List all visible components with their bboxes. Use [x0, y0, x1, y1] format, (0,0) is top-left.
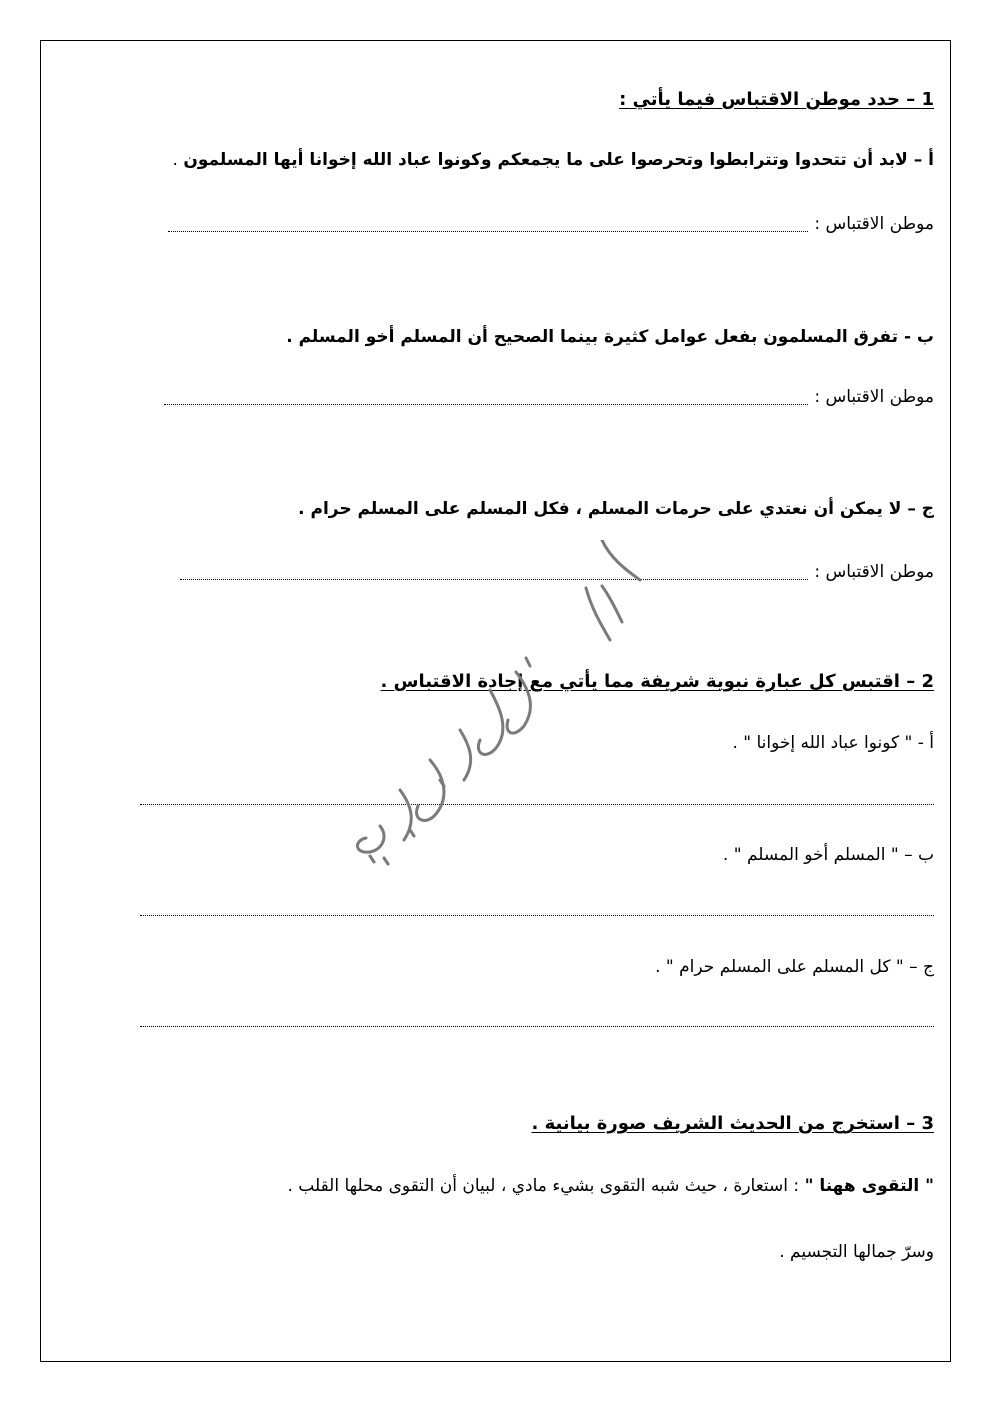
answer-label: موطن الاقتباس : [814, 214, 934, 234]
section1-answer-a [168, 212, 934, 236]
section2-item-b: ب – " المسلم أخو المسلم " . [722, 845, 934, 865]
section3-answer-line2: وسرّ جمالها التجسيم . [779, 1242, 934, 1262]
section3-answer-bold: " التقوى ههنا " [804, 1176, 934, 1196]
answer-dotted-line[interactable] [140, 1026, 934, 1027]
section2-item-c: ج – " كل المسلم على المسلم حرام " . [655, 957, 934, 977]
section1-answer-b [164, 385, 934, 409]
section1-item-c: ج – لا يمكن أن نعتدي على حرمات المسلم ، فكل المسلم على المسلم حرام . [298, 499, 934, 519]
answer-label: موطن الاقتباس : [814, 387, 934, 407]
section2-title: 2 – اقتبس كل عبارة نبوية شريفة مما يأتي مع إجادة الاقتباس . [380, 671, 934, 692]
answer-label: موطن الاقتباس : [814, 562, 934, 582]
section1-title: 1 – حدد موطن الاقتباس فيما يأتي : [619, 89, 934, 110]
answer-dotted-line[interactable] [140, 915, 934, 916]
answer-dotted-line[interactable] [164, 390, 808, 405]
section3-title: 3 – استخرج من الحديث الشريف صورة بيانية . [531, 1113, 934, 1134]
section1-item-a [173, 148, 934, 172]
section3-answer-line1 [287, 1174, 934, 1198]
answer-dotted-line[interactable] [168, 217, 808, 232]
section1-item-a-end: . [172, 150, 184, 170]
section1-item-b: ب - تفرق المسلمون بفعل عوامل كثيرة بينما الصحيح أن المسلم أخو المسلم . [286, 327, 934, 347]
handwritten-watermark [340, 540, 670, 870]
section1-item-a-text: أ – لابد أن تتحدوا وتترابطوا وتحرصوا على ما يجمعكم وكونوا عباد الله إخوانا أيها المسلمون [183, 150, 934, 170]
section2-item-a: أ - " كونوا عباد الله إخوانا " . [732, 733, 934, 753]
section3-answer-rest: : استعارة ، حيث شبه التقوى بشيء مادي ، لبيان أن التقوى محلها القلب . [287, 1176, 805, 1196]
